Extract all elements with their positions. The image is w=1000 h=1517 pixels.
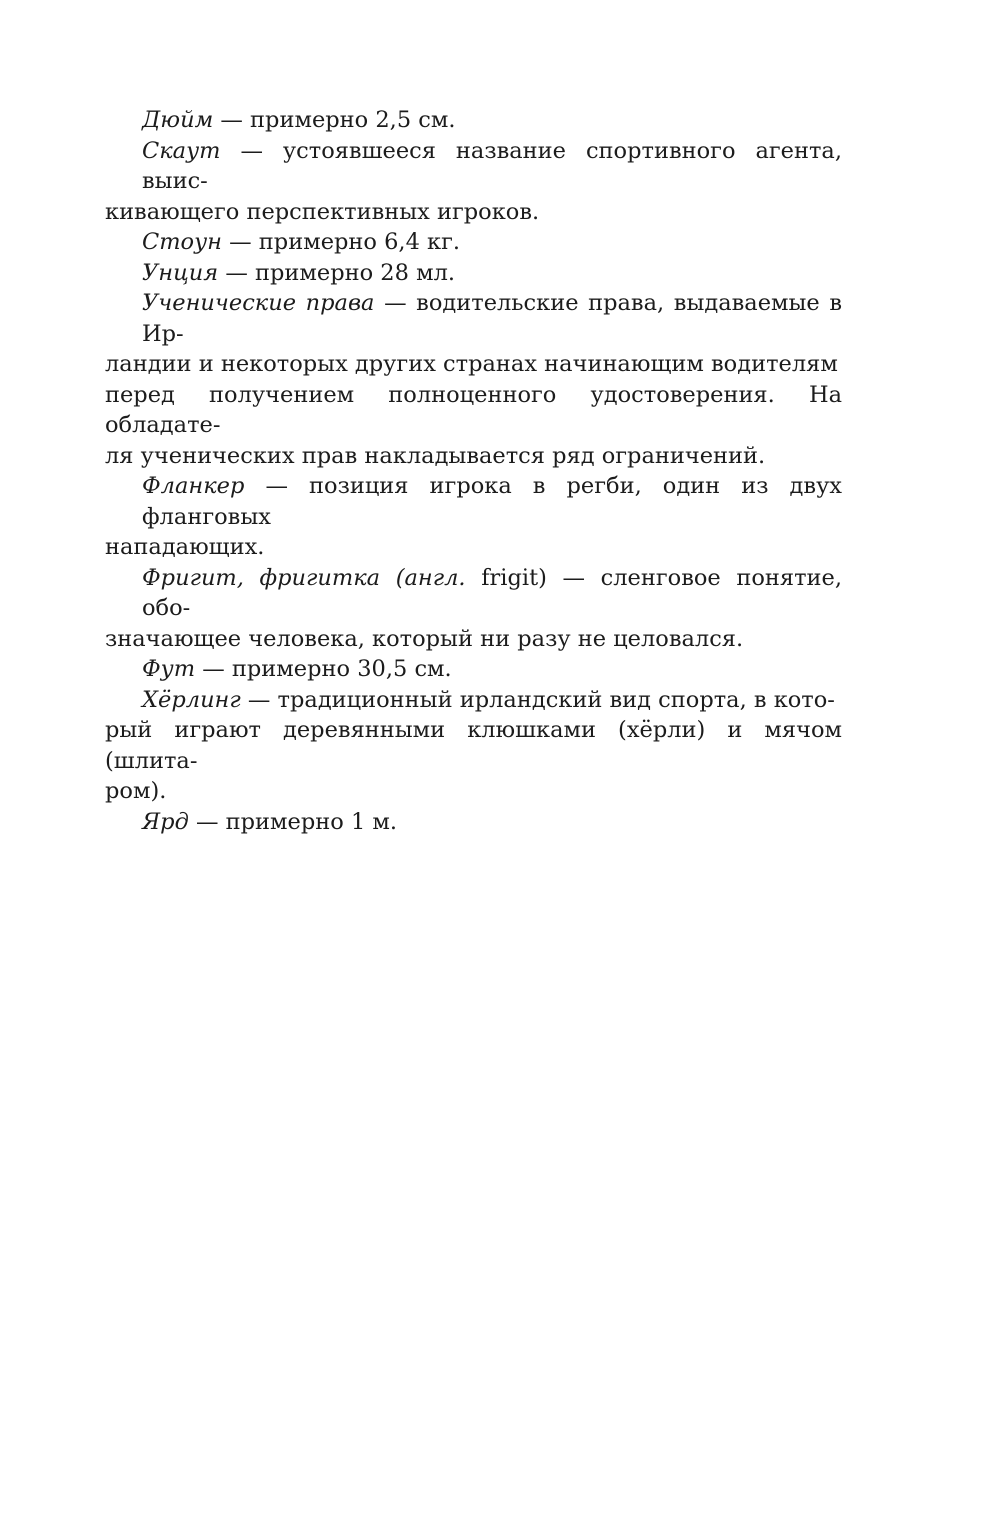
term-note-lang: англ.	[404, 564, 466, 591]
entry-definition: — примерно 28 мл.	[225, 259, 456, 286]
glossary-term: Унция	[142, 259, 219, 286]
glossary-term: Ярд	[142, 808, 189, 835]
entry-definition-continued: ля ученических прав накладывается ряд ограничений.	[105, 442, 766, 469]
term-note-open: (	[395, 564, 405, 591]
glossary-page	[105, 105, 843, 837]
glossary-entry-flanker	[105, 471, 842, 563]
entry-definition: — позиция игрока в регби, один из двух фланговых	[142, 473, 842, 530]
entry-line	[142, 563, 842, 624]
entry-definition-continued: нападающих.	[105, 534, 265, 560]
entry-definition: — устоявшееся название спортивного агента, выис-	[142, 137, 842, 194]
glossary-term: Дюйм	[142, 107, 214, 133]
entry-line	[142, 136, 842, 197]
entry-definition-continued: значающее человека, который ни разу не целовался.	[105, 625, 744, 652]
entry-definition-continued: перед получением полноценного удостоверения. На обладате-	[105, 381, 842, 438]
glossary-term: Хёрлинг	[142, 686, 241, 713]
glossary-entry-hurling	[105, 685, 842, 807]
glossary-entry-frigit	[105, 563, 842, 655]
glossary-entry-ounce	[142, 258, 842, 289]
entry-definition: — традиционный ирландский вид спорта, в кото-	[247, 686, 835, 713]
glossary-entry-yard	[142, 807, 842, 838]
glossary-entry-foot	[142, 654, 842, 685]
entry-definition-continued: ром).	[105, 778, 167, 804]
glossary-entry-scout	[105, 136, 842, 228]
entry-line	[142, 685, 842, 716]
glossary-term: Фланкер	[142, 473, 245, 499]
entry-line	[142, 227, 842, 258]
entry-line	[142, 654, 842, 685]
entry-line	[142, 807, 842, 838]
entry-line	[142, 258, 842, 289]
entry-line	[142, 105, 842, 136]
entry-line	[142, 288, 842, 349]
entry-definition-continued: ландии и некоторых других странах начинающим водителям	[105, 351, 838, 377]
entry-definition-continued: рый играют деревянными клюшками (хёрли) и мячом (шлита-	[105, 717, 842, 774]
glossary-term: Фригит, фригитка	[142, 564, 381, 591]
term-note-word: frigit)	[481, 564, 547, 591]
glossary-term: Стоун	[142, 229, 222, 255]
glossary-entry-inch	[142, 105, 842, 136]
entry-definition: — водительские права, выдаваемые в Ир-	[142, 290, 843, 347]
glossary-entry-stone	[142, 227, 842, 258]
glossary-term: Фут	[142, 656, 196, 682]
entry-definition: — примерно 2,5 см.	[220, 107, 456, 133]
glossary-term: Скаут	[142, 137, 221, 164]
glossary-term: Ученические права	[142, 290, 375, 316]
entry-definition: — примерно 30,5 см.	[202, 656, 452, 682]
entry-definition: — примерно 1 м.	[196, 808, 398, 835]
entry-definition: — примерно 6,4 кг.	[229, 229, 461, 255]
entry-definition-continued: кивающего перспективных игроков.	[105, 198, 540, 225]
entry-line	[142, 471, 842, 532]
glossary-entry-learner-permit	[105, 288, 843, 471]
entry-definition: — сленговое понятие, обо-	[142, 564, 842, 621]
